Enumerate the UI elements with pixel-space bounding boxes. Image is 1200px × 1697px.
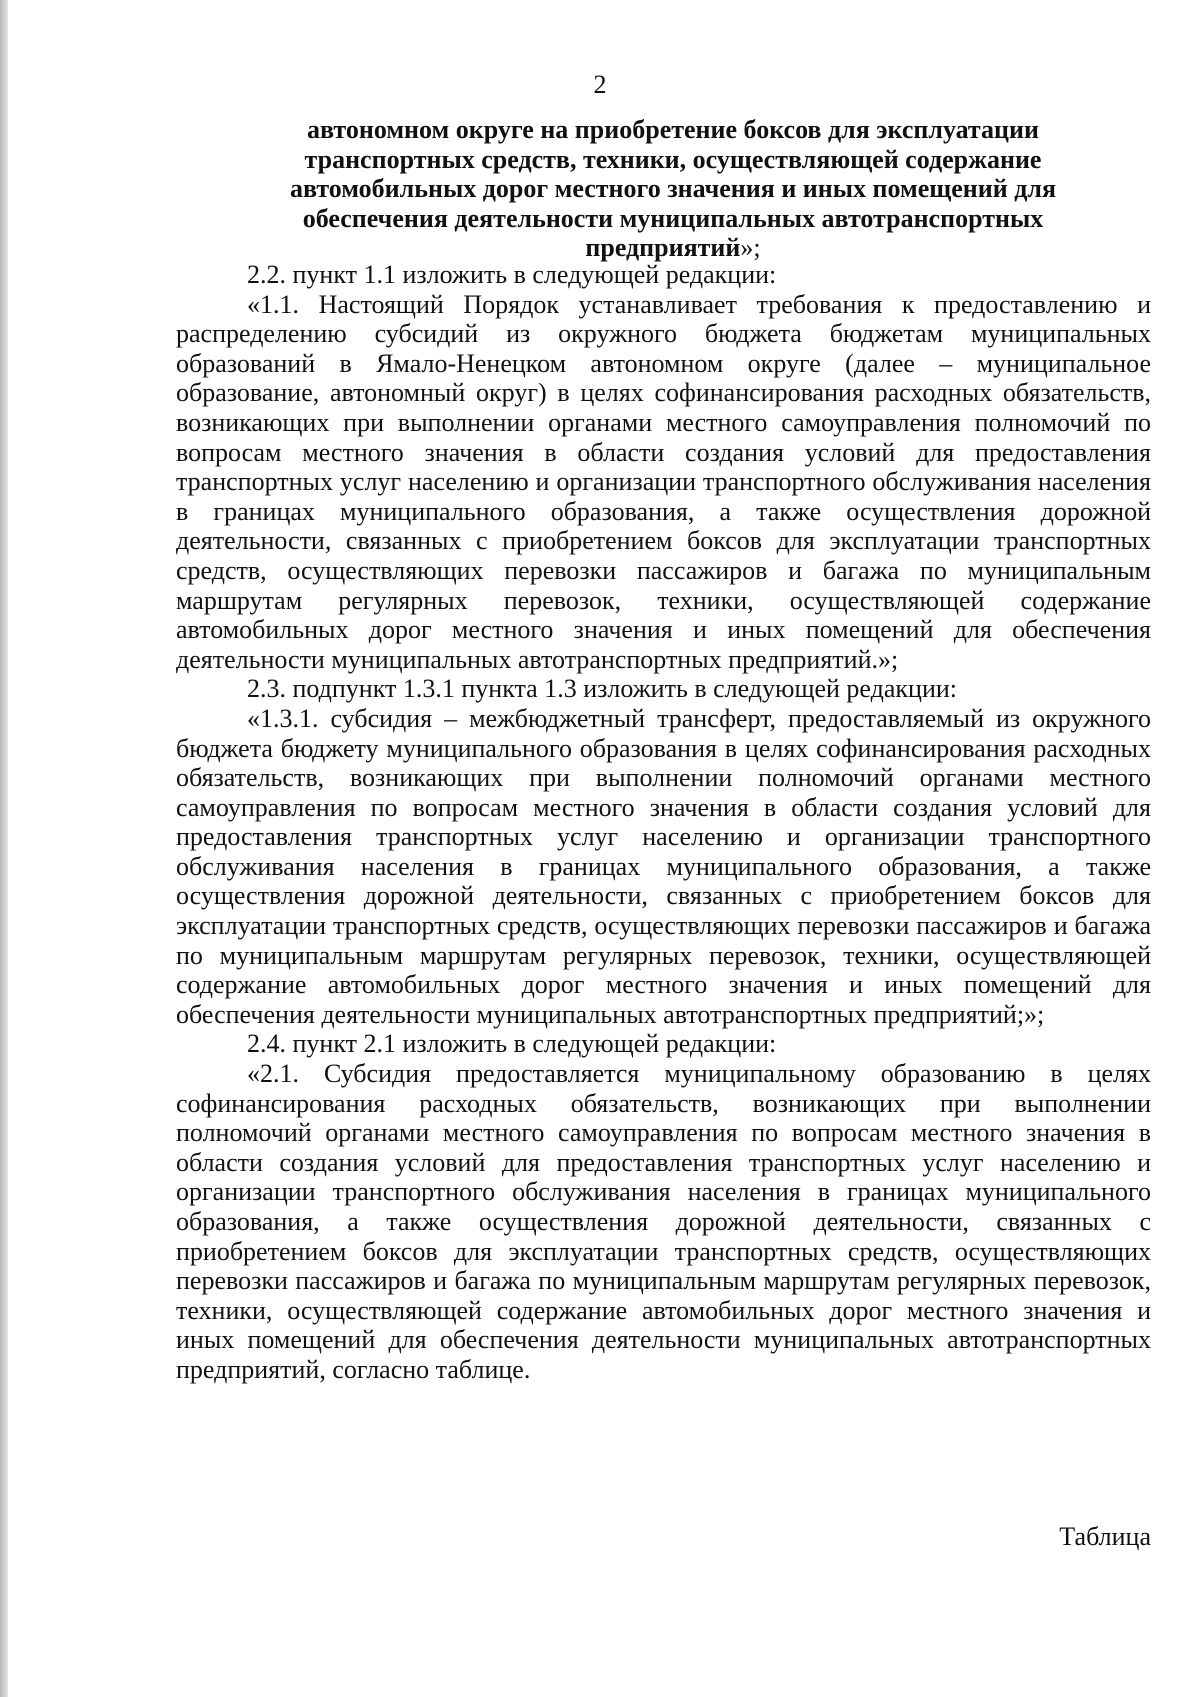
paragraph-2-3: 2.3. подпункт 1.3.1 пункта 1.3 изложить в следующей редакции: [247,674,957,704]
heading-suffix: »; [740,233,761,263]
paragraph-2-1: «2.1. Субсидия предоставляется муниципальному образованию в целях софинансирования расходных обязательств, возникающих при выполнении полномочий органами местного самоуправления по вопросам местного значения в области создания условий для предоставления транспортных услуг населению и организации транспортного обслуживания населения в границах муниципального образования, а также осуществления дорожной деятельности, связанных с приобретением боксов для эксплуатации транспортных средств, осуществляющих перевозки пассажиров и багажа по муниципальным маршрутам регулярных перевозок, техники, осуществляющей содержание автомобильных дорог местного значения и иных помещений для обеспечения деятельности муниципальных автотранспортных предприятий, согласно таблице. [176,1059,1151,1384]
scan-edge-shadow [0,0,8,1697]
paragraph-2-2: 2.2. пункт 1.1 изложить в следующей редакции: [247,260,777,289]
table-caption: Таблица [1059,1522,1151,1551]
paragraph-1-3-1: «1.3.1. субсидия – межбюджетный трансферт, предоставляемый из окружного бюджета бюджету муниципального образования в целях софинансирования расходных обязательств, возникающих при выполнении полномочий органами местного самоуправления по вопросам местного значения в области создания условий для предоставления транспортных услуг населению и организации транспортного обслуживания населения в границах муниципального образования, а также осуществления дорожной деятельности, связанных с приобретением боксов для эксплуатации транспортных средств, осуществляющих перевозки пассажиров и багажа по муниципальным маршрутам регулярных перевозок, техники, осуществляющей содержание автомобильных дорог местного значения и иных помещений для обеспечения деятельности муниципальных автотранспортных предприятий;»; [176,703,1151,1029]
section-heading [238,115,1108,263]
document-body [176,260,1151,1385]
paragraph-1-1: «1.1. Настоящий Порядок устанавливает требования к предоставлению и распределению субсидий из окружного бюджета бюджетам муниципальных образований в Ямало-Ненецком автономном округе (далее – муниципальное образование, автономный округ) в целях софинансирования расходных обязательств, возникающих при выполнении органами местного самоуправления полномочий по вопросам местного значения в области создания условий для предоставления транспортных услуг населению и организации транспортного обслуживания населения в границах муниципального образования, а также осуществления дорожной деятельности, связанных с приобретением боксов для эксплуатации транспортных средств, осуществляющих перевозки пассажиров и багажа по муниципальным маршрутам регулярных перевозок, техники, осуществляющей содержание автомобильных дорог местного значения и иных помещений для обеспечения деятельности муниципальных автотранспортных предприятий.»; [176,289,1151,674]
heading-text: автономном округе на приобретение боксов для эксплуатации транспортных средств, техники, осуществляющей содержание автомобильных дорог местного значения и иных помещений для обеспечения деятельности муниципальных автотранспортных предприятий [289,115,1057,263]
page-number: 2 [593,70,607,99]
paragraph-2-4: 2.4. пункт 2.1 изложить в следующей редакции: [247,1029,777,1059]
